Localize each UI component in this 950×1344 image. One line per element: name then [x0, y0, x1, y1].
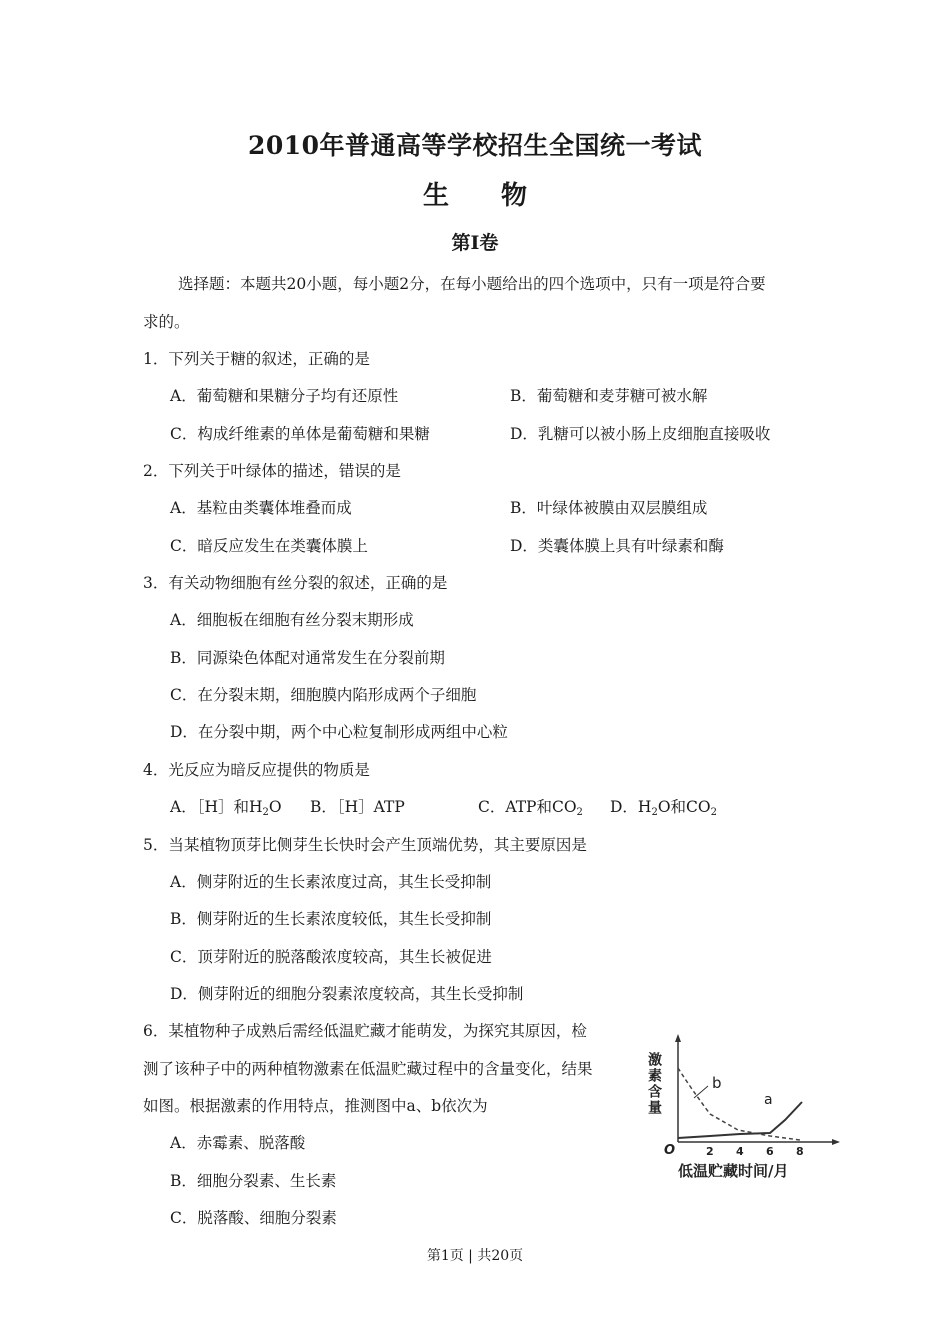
- q3-option-d: D．在分裂中期，两个中心粒复制形成两组中心粒: [170, 723, 508, 741]
- x-tick-2: 2: [706, 1145, 714, 1158]
- q5-stem: 5．当某植物顶芽比侧芽生长快时会产生顶端优势，其主要原因是: [143, 836, 587, 854]
- q5-option-d: D．侧芽附近的细胞分裂素浓度较高，其生长受抑制: [170, 985, 524, 1003]
- q2-option-a: A．基粒由类囊体堆叠而成: [170, 499, 352, 517]
- q1-option-c: C．构成纤维素的单体是葡萄糖和果糖: [170, 425, 430, 443]
- q3-option-c: C．在分裂末期，细胞膜内陷形成两个子细胞: [170, 686, 477, 704]
- q6-stem-line-1: 6．某植物种子成熟后需经低温贮藏才能萌发，为探究其原因，检: [143, 1022, 587, 1040]
- q2-option-b: B．叶绿体被膜由双层膜组成: [510, 499, 708, 517]
- volume-title: 第Ⅰ卷: [451, 232, 499, 254]
- y-axis-label: 激素含量: [646, 1052, 662, 1116]
- q4-option-a: A．［H］和$H_2O$: [170, 798, 282, 818]
- x-axis-arrow: [832, 1139, 840, 1145]
- curve-a: [678, 1102, 802, 1138]
- curve-b-label: b: [712, 1074, 722, 1092]
- q6-option-c: C．脱落酸、细胞分裂素: [170, 1209, 337, 1227]
- intro-line-2: 求的。: [143, 313, 190, 331]
- x-tick-4: 4: [736, 1145, 744, 1158]
- x-axis-label: 低温贮藏时间/月: [678, 1162, 789, 1180]
- x-tick-8: 8: [796, 1145, 804, 1158]
- q3-stem: 3．有关动物细胞有丝分裂的叙述，正确的是: [143, 574, 448, 592]
- exam-title: 2010年普通高等学校招生全国统一考试: [247, 131, 703, 160]
- y-axis-arrow: [675, 1034, 681, 1042]
- q4-option-d: D．$H_2O$和$CO_2$: [610, 798, 717, 818]
- q2-option-d: D．类囊体膜上具有叶绿素和酶: [510, 537, 724, 555]
- origin-label: O: [664, 1143, 676, 1158]
- q4-stem: 4．光反应为暗反应提供的物质是: [143, 761, 370, 779]
- q2-option-c: C．暗反应发生在类囊体膜上: [170, 537, 368, 555]
- q6-option-b: B．细胞分裂素、生长素: [170, 1172, 337, 1190]
- q1-stem: 1．下列关于糖的叙述，正确的是: [143, 350, 370, 368]
- q4-option-c: C．ATP和$CO_2$: [478, 798, 583, 818]
- q5-option-a: A．侧芽附近的生长素浓度过高，其生长受抑制: [170, 873, 492, 891]
- subject-title: 生 物: [422, 181, 527, 211]
- q1-option-b: B．葡萄糖和麦芽糖可被水解: [510, 387, 708, 405]
- curve-b-leader: [694, 1086, 708, 1098]
- curve-b: [678, 1068, 800, 1140]
- q1-option-a: A．葡萄糖和果糖分子均有还原性: [170, 387, 399, 405]
- hormone-content-figure: [640, 1030, 850, 1190]
- intro-line-1: 选择题：本题共20小题，每小题2分，在每小题给出的四个选项中，只有一项是符合要: [178, 275, 766, 293]
- page-footer: 第1页 | 共20页: [426, 1248, 524, 1264]
- curve-a-label: a: [764, 1092, 773, 1108]
- q6-stem-line-3: 如图。根据激素的作用特点，推测图中a、b依次为: [143, 1097, 488, 1115]
- q4-option-b: B．［H］ATP: [310, 798, 405, 816]
- x-tick-6: 6: [766, 1145, 774, 1158]
- q5-option-c: C．顶芽附近的脱落酸浓度较高，其生长被促进: [170, 948, 492, 966]
- q1-option-d: D．乳糖可以被小肠上皮细胞直接吸收: [510, 425, 771, 443]
- q2-stem: 2．下列关于叶绿体的描述，错误的是: [143, 462, 401, 480]
- q3-option-b: B．同源染色体配对通常发生在分裂前期: [170, 649, 445, 667]
- q5-option-b: B．侧芽附近的生长素浓度较低，其生长受抑制: [170, 910, 492, 928]
- q6-stem-line-2: 测了该种子中的两种植物激素在低温贮藏过程中的含量变化，结果: [143, 1060, 593, 1078]
- q6-option-a: A．赤霉素、脱落酸: [170, 1134, 306, 1152]
- q3-option-a: A．细胞板在细胞有丝分裂末期形成: [170, 611, 414, 629]
